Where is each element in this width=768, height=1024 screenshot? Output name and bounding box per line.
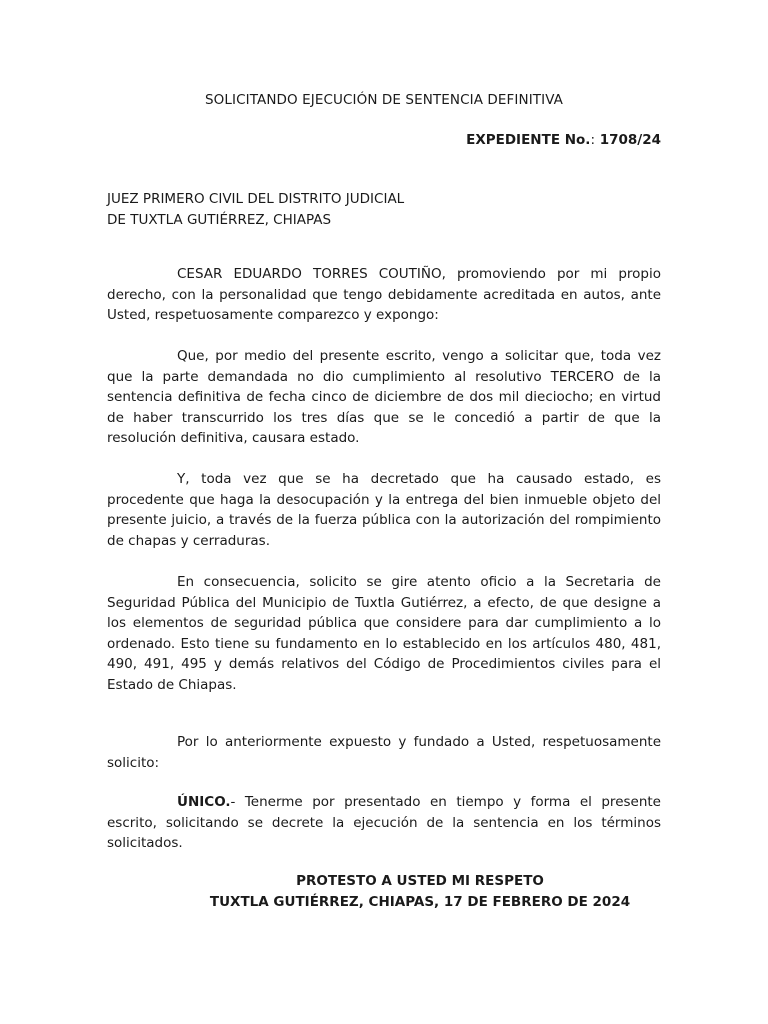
expediente-label: EXPEDIENTE No. bbox=[466, 132, 591, 148]
closing-protest: PROTESTO A USTED MI RESPETO bbox=[296, 873, 544, 889]
addressee-line-1: JUEZ PRIMERO CIVIL DEL DISTRITO JUDICIAL bbox=[107, 191, 405, 207]
paragraph-consequence: En consecuencia, solicito se gire atento oficio a la Secretaria de Seguridad Pública del Municipio de Tuxtla Gutiérrez, a efecto, de que designe a los elementos de seguridad pública que considere para dar cumplimiento a lo ordenado. Esto tiene su fundamento en lo establecido en los artículos 480, 481, 490, 491, 495 y demás relativos del Código de Procedimientos civiles para el Estado de Chiapas. bbox=[107, 574, 661, 693]
unico-text: - Tenerme por presentado en tiempo y forma el presente escrito, solicitando se decrete la ejecución de la sentencia en los términos solicitados. bbox=[107, 794, 661, 852]
paragraph-unico bbox=[107, 792, 661, 854]
expediente-separator: : bbox=[590, 132, 595, 148]
paragraph-request: Que, por medio del presente escrito, vengo a solicitar que, toda vez que la parte demandada no dio cumplimiento al resolutivo TERCERO de la sentencia definitiva de fecha cinco de diciembre de dos mil dieciocho; en virtud de haber transcurrido los tres días que se le concedió a partir de que la resolución definitiva, causara estado. bbox=[107, 348, 661, 447]
document-title: SOLICITANDO EJECUCIÓN DE SENTENCIA DEFINITIVA bbox=[204, 92, 564, 108]
addressee-line-2: DE TUXTLA GUTIÉRREZ, CHIAPAS bbox=[107, 212, 332, 228]
expediente-line bbox=[466, 132, 661, 148]
expediente-number: 1708/24 bbox=[599, 132, 661, 148]
paragraph-petition: Por lo anteriormente expuesto y fundado a Usted, respetuosamente solicito: bbox=[107, 734, 661, 771]
paragraph-introduction: CESAR EDUARDO TORRES COUTIÑO, promoviendo por mi propio derecho, con la personalidad que tengo debidamente acreditada en autos, ante Usted, respetuosamente comparezco y expongo: bbox=[107, 266, 661, 324]
unico-label: ÚNICO. bbox=[177, 794, 231, 810]
paragraph-eviction: Y, toda vez que se ha decretado que ha causado estado, es procedente que haga la desocupación y la entrega del bien inmueble objeto del presente juicio, a través de la fuerza pública con la autorización del rompimiento de chapas y cerraduras. bbox=[107, 471, 661, 549]
addressee-block bbox=[107, 189, 404, 231]
closing-place-date: TUXTLA GUTIÉRREZ, CHIAPAS, 17 DE FEBRERO DE 2024 bbox=[209, 894, 631, 910]
